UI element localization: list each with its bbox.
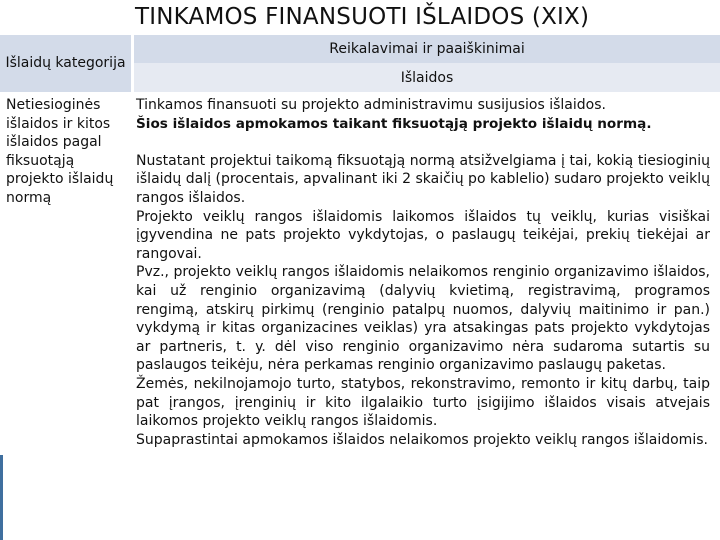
header-requirements-cell — [134, 35, 720, 63]
paragraph-rate-determination: Nustatant projektui taikomą fiksuotąją normą atsižvelgiama į tai, kokią tiesioginių išlaidų dalį (procentais, apvalinant iki 2 skaičių po kablelio) sudaro projekto veiklų rangos išlaidos. — [136, 152, 710, 206]
header-category-cell — [0, 35, 131, 92]
paragraph-contracting-definition: Projekto veiklų rangos išlaidomis laikomos išlaidos tų veiklų, kurias visiškai įgyvendina ne pats projekto vykdytojas, o paslaugų teikėjai, prekių tiekėjai ar rangovai. — [136, 208, 710, 262]
paragraph-assets: Žemės, nekilnojamojo turto, statybos, rekonstravimo, remonto ir kitų darbų, taip pat įrangos, įrenginių ir kito ilgalaikio turto įsigijimo išlaidos visais atvejais laikomos projekto veiklų rangos išlaidomis. — [136, 375, 710, 430]
paragraph-example: Pvz., projekto veiklų rangos išlaidomis nelaikomos renginio organizavimo išlaidos, kai už renginio organizavimą (dalyvių kvietimą, registravimą, programos rengimą, atskirų pirkimų (renginio patalpų nuomos, dalyvių maitinimo ir pan.) vykdymą ir kitas organizacines veiklas) yra atsakingas pats projekto vykdytojas ar partneris, t. y. dėl viso renginio organizavimo nėra sudaroma sutartis su paslaugos teikėju, nėra perkamas renginio organizavimo paslaugų paketas. — [136, 264, 710, 374]
paragraph-gap — [136, 133, 710, 152]
paragraph-admin-costs: Tinkamos finansuoti su projekto administravimu susijusios išlaidos. — [136, 97, 606, 113]
row-category-cell — [6, 96, 131, 208]
header-category-label: Išlaidų kategorija — [5, 55, 126, 71]
row-requirements-cell — [136, 96, 710, 449]
header-expenses-label: Išlaidos — [400, 69, 454, 86]
accent-stripe — [0, 455, 3, 540]
header-expenses-cell — [134, 63, 720, 92]
row-category-text: Netiesioginės išlaidos ir kitos išlaidos pagal fiksuotąją projekto išlaidų normą — [6, 97, 114, 206]
paragraph-simplified: Supaprastintai apmokamos išlaidos nelaikomos projekto veiklų rangos išlaidomis. — [136, 431, 708, 448]
paragraph-flat-rate-bold: Šios išlaidos apmokamos taikant fiksuotąją projekto išlaidų normą. — [136, 115, 652, 132]
page-title: TINKAMOS FINANSUOTI IŠLAIDOS (XIX) — [135, 4, 590, 30]
header-requirements-label: Reikalavimai ir paaiškinimai — [329, 41, 525, 57]
